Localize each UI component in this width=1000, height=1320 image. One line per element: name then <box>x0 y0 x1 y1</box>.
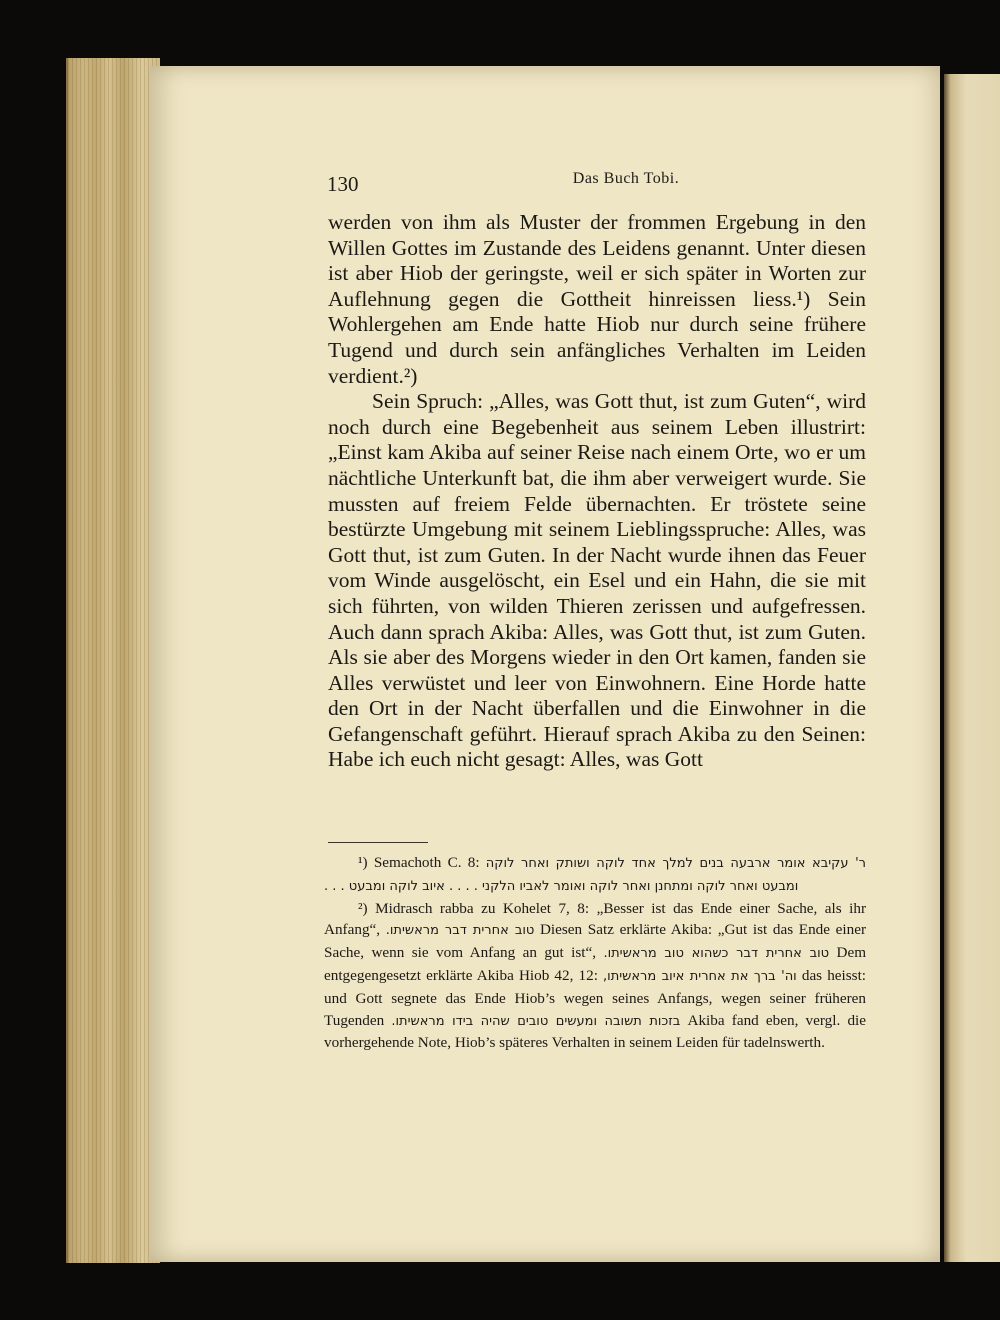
paragraph: Sein Spruch: „Alles, was Gott thut, ist zum Guten“, wird noch durch eine Begebenheit aus seinem Leben illustrirt: „Einst kam Akiba auf seiner Reise nach einem Orte, wo er um nächtliche Unterkunft bat, die ihm aber verweigert wurde. Sie mussten auf freiem Felde übernachten. Er tröstete seine bestürzte Umgebung mit seinem Lieblingsspruche: Alles, was Gott thut, ist zum Guten. In der Nacht wurde ihnen das Feuer vom Winde ausgelöscht, ein Esel und ein Hahn, die sie mit sich führten, von wilden Thieren zerissen und aufgefressen. Auch dann sprach Akiba: Alles, was Gott thut, ist zum Guten. Als sie aber des Morgens wieder in den Ort kamen, fanden sie Alles verwüstet und leer von Einwohnern. Eine Horde hatte den Ort in der Nacht überfallen und die Einwohner in die Gefangenschaft geführt. Hierauf sprach Akiba zu den Seinen: Habe ich euch nicht gesagt: Alles, was Gott <box>328 389 866 772</box>
footnotes <box>324 852 866 1054</box>
footnote-text: Akiba fand eben, vergl. die vorhergehende Note, Hiob’s späteres Verhalten in seinem Leiden für tadelnswerth. <box>324 1011 867 1052</box>
footnote-marker: ¹) <box>358 854 368 871</box>
hebrew-text: וה' ברך את אחרית איוב מראשיתו, <box>603 968 797 984</box>
footnote-text: Dem entgegengesetzt erklärte Akiba Hiob 42, 12: <box>324 944 867 984</box>
page-number: 130 <box>327 172 359 196</box>
hebrew-text: בזכות תשובה ומעשים טובים שהיה בידו מראשיתו. <box>391 1013 681 1029</box>
footnote-marker: ²) <box>358 899 368 917</box>
page-stack-edges <box>66 58 160 1263</box>
footnote-text: das heisst: und Gott segnete das Ende Hiob’s wegen seines Anfangs, wegen seiner früheren Tugenden <box>324 966 867 1029</box>
footnote-1 <box>324 852 866 898</box>
running-title: Das Buch Tobi. <box>572 170 680 187</box>
facing-page-edge <box>944 74 1000 1262</box>
footnote-text: Diesen Satz erklärte Akiba: „Gut ist das Ende einer Sache, wenn sie vom Anfang an gut ist“, <box>324 921 867 962</box>
footnote-text: Semachoth C. 8: <box>373 854 480 871</box>
hebrew-text: טוב אחרית דבר כשהוא טוב מראשיתו. <box>603 946 830 962</box>
main-text <box>328 210 866 773</box>
footnote-divider <box>328 842 428 843</box>
paragraph: werden von ihm als Muster der frommen Ergebung in den Willen Gottes im Zustande des Leidens genannt. Unter diesen ist aber Hiob der geringste, weil er sich später in Worten zur Auflehnung gegen die Gottheit hinreissen liess.¹) Sein Wohlergehen am Ende hatte Hiob nur durch seine frühere Tugend und durch sein anfängliches Verhalten im Leiden verdient.²) <box>328 210 866 388</box>
page-header <box>326 168 866 198</box>
hebrew-text: טוב אחרית דבר מראשיתו. <box>385 923 535 939</box>
hebrew-text: ר' עקיבא אומר ארבעה בנים למלך אחד לוקה ושותק ואחר לוקה ומבעט ואחר לוקה ומתחנן ואחר לוקה ואומר לאביו הלקני . . . . איוב לוקה ומבעט . . . <box>324 856 866 894</box>
footnote-text: Midrasch rabba zu Kohelet 7, 8: „Besser ist das Ende einer Sache, als ihr Anfang“, <box>324 899 867 939</box>
footnote-2 <box>324 898 866 1055</box>
